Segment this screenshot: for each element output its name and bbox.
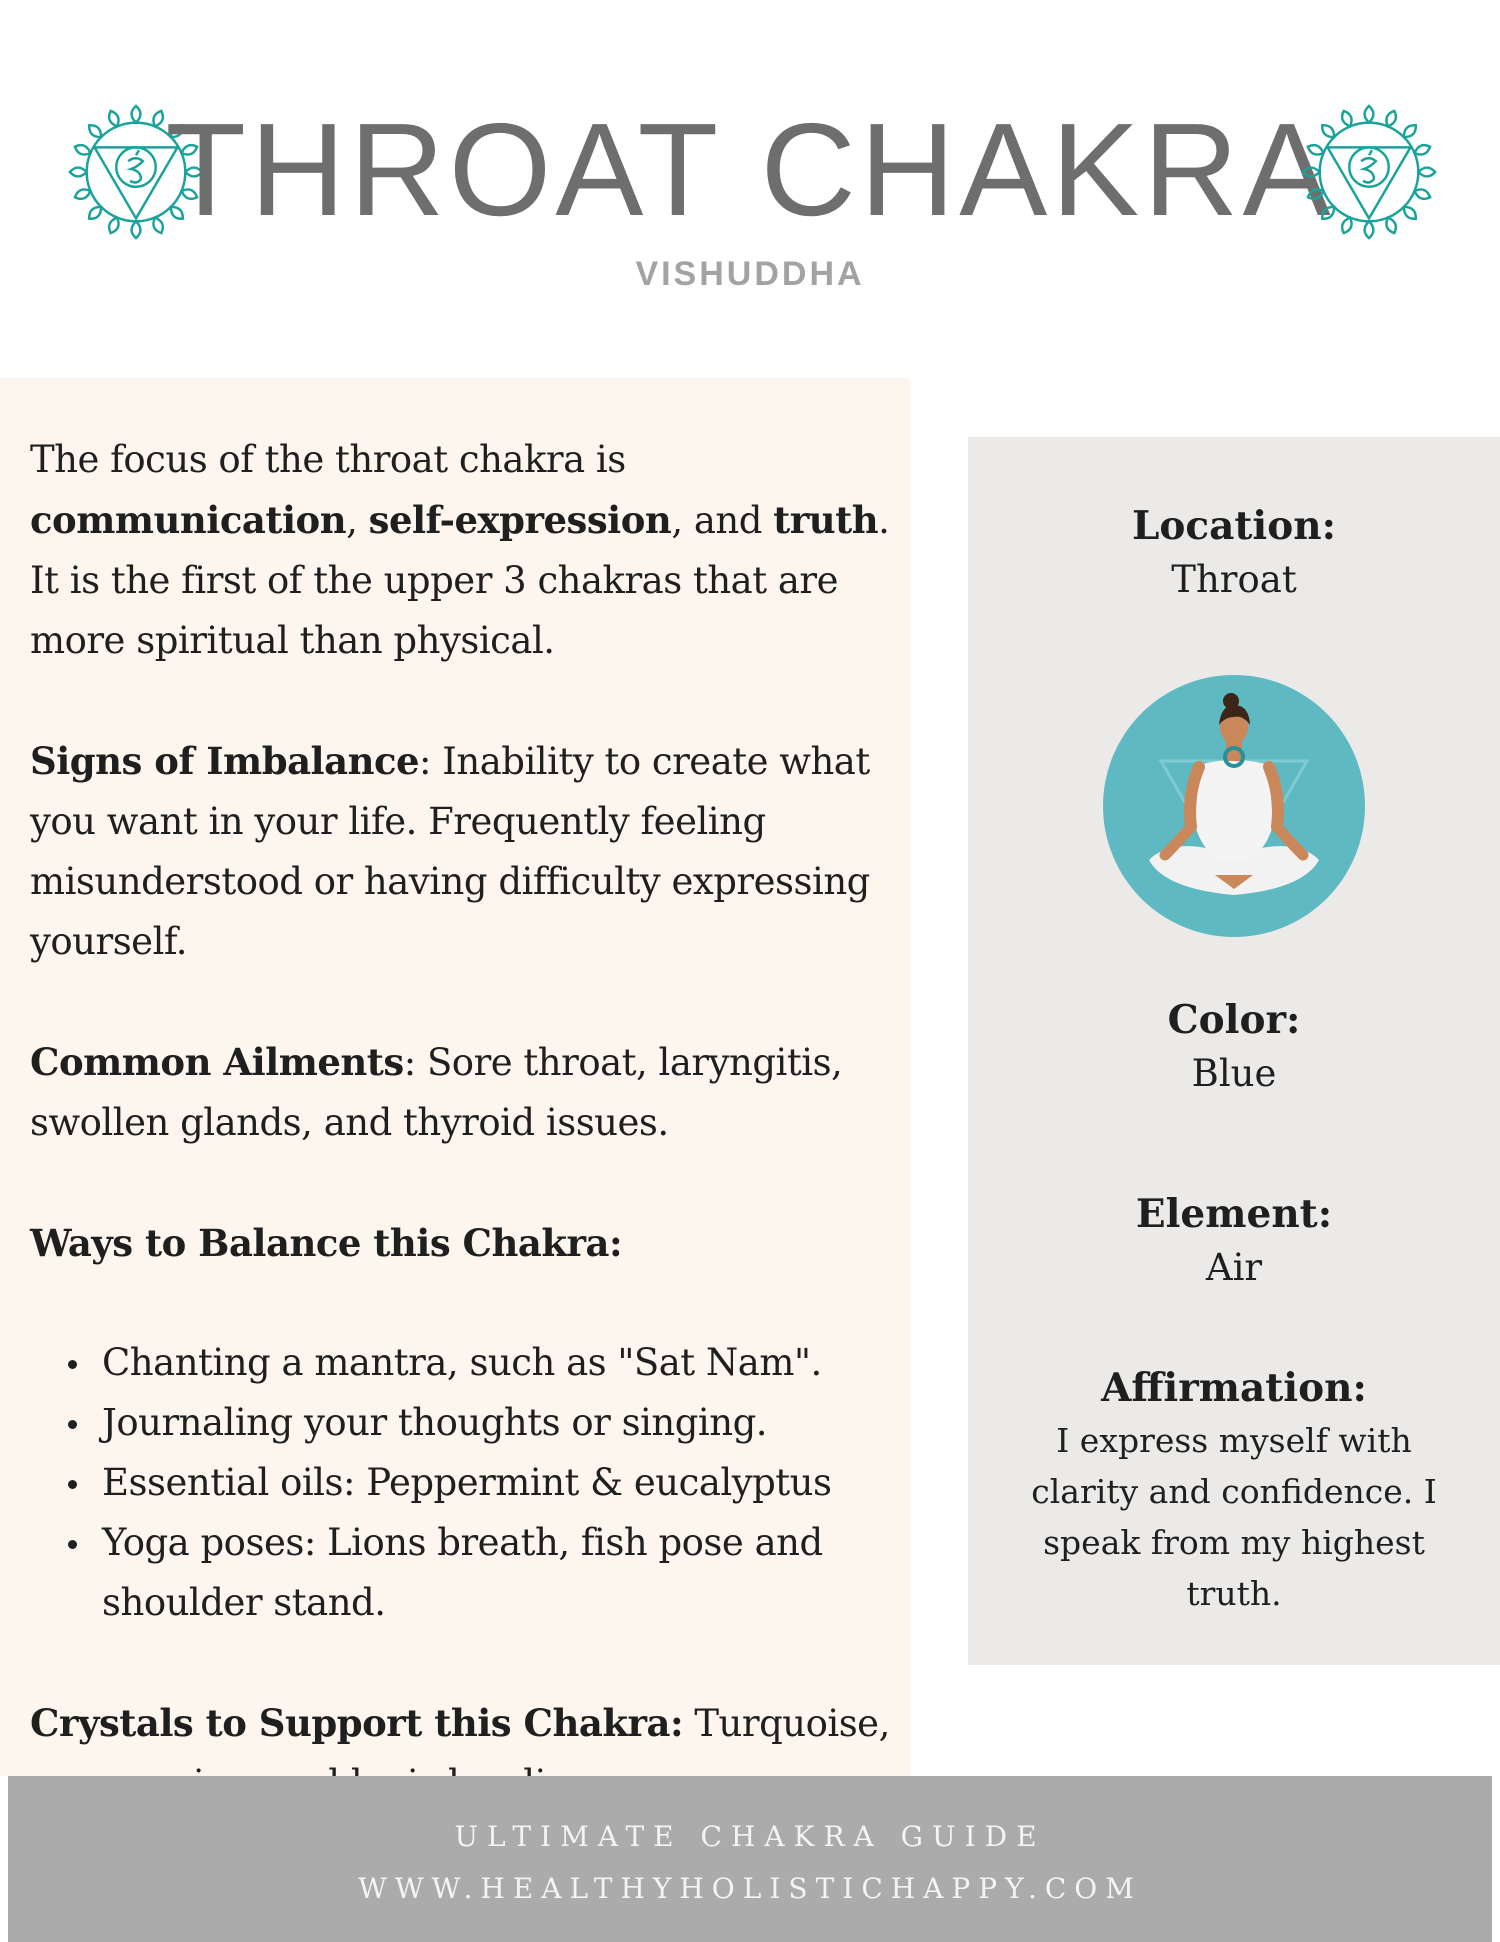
ailments-text: : Sore throat, laryngitis, swollen glands, and thyroid issues. — [30, 1041, 843, 1144]
element-block — [968, 1187, 1500, 1295]
ways-list — [30, 1333, 900, 1633]
intro-paragraph — [30, 430, 900, 671]
page-title: THROAT CHAKRA — [165, 96, 1335, 243]
imbalance-text: : Inability to create what you want in your life. Frequently feeling misunderstood or having difficulty expressing yourself. — [30, 740, 870, 963]
meditation-figure-icon — [1103, 675, 1365, 937]
chakra-description-panel — [0, 378, 910, 1776]
color-value: Blue — [1191, 1052, 1277, 1095]
intro-text: , and — [671, 499, 774, 542]
intro-text: The focus of the throat chakra is — [30, 438, 626, 481]
location-value: Throat — [1171, 558, 1297, 601]
list-item: Essential oils: Peppermint & eucalyptus — [102, 1453, 900, 1513]
intro-keyword: communication — [30, 498, 347, 542]
list-item: Chanting a mantra, such as "Sat Nam". — [102, 1333, 900, 1393]
intro-text: . It is the first of the upper 3 chakras that are more spiritual than physical. — [30, 499, 890, 662]
page-subtitle: VISHUDDHA — [635, 255, 865, 293]
intro-keyword: truth — [773, 498, 879, 542]
chakra-attributes-panel — [968, 437, 1500, 1665]
element-value: Air — [1205, 1246, 1263, 1289]
imbalance-label: Signs of Imbalance — [30, 739, 420, 783]
element-label: Element: — [1135, 1191, 1333, 1237]
location-label: Location: — [1131, 503, 1337, 549]
list-item: Yoga poses: Lions breath, fish pose and shoulder stand. — [102, 1513, 900, 1633]
intro-keyword: self-expression — [368, 498, 672, 542]
ailments-label: Common Ailments — [30, 1040, 404, 1084]
color-block — [968, 993, 1500, 1101]
page-footer — [8, 1776, 1492, 1942]
crystals-label: Crystals to Support this Chakra: — [30, 1701, 684, 1745]
ailments-paragraph — [30, 1032, 900, 1153]
throat-chakra-icon — [1295, 98, 1443, 246]
imbalance-paragraph — [30, 731, 900, 972]
color-label: Color: — [1167, 997, 1301, 1043]
crystals-text: Turquoise, — [694, 1702, 890, 1745]
ways-heading: Ways to Balance this Chakra: — [30, 1221, 623, 1265]
affirmation-block — [968, 1361, 1500, 1619]
page-header — [0, 0, 1500, 380]
location-block — [968, 499, 1500, 607]
footer-website-link[interactable]: WWW.HEALTHYHOLISTICHAPPY.COM — [358, 1872, 1142, 1905]
footer-guide-title: ULTIMATE CHAKRA GUIDE — [454, 1820, 1046, 1853]
list-item: Journaling your thoughts or singing. — [102, 1393, 900, 1453]
intro-text: , — [346, 499, 369, 542]
affirmation-label: Affirmation: — [1101, 1365, 1367, 1411]
affirmation-text: I express myself with clarity and confidence. I speak from my highest truth. — [1031, 1421, 1437, 1613]
